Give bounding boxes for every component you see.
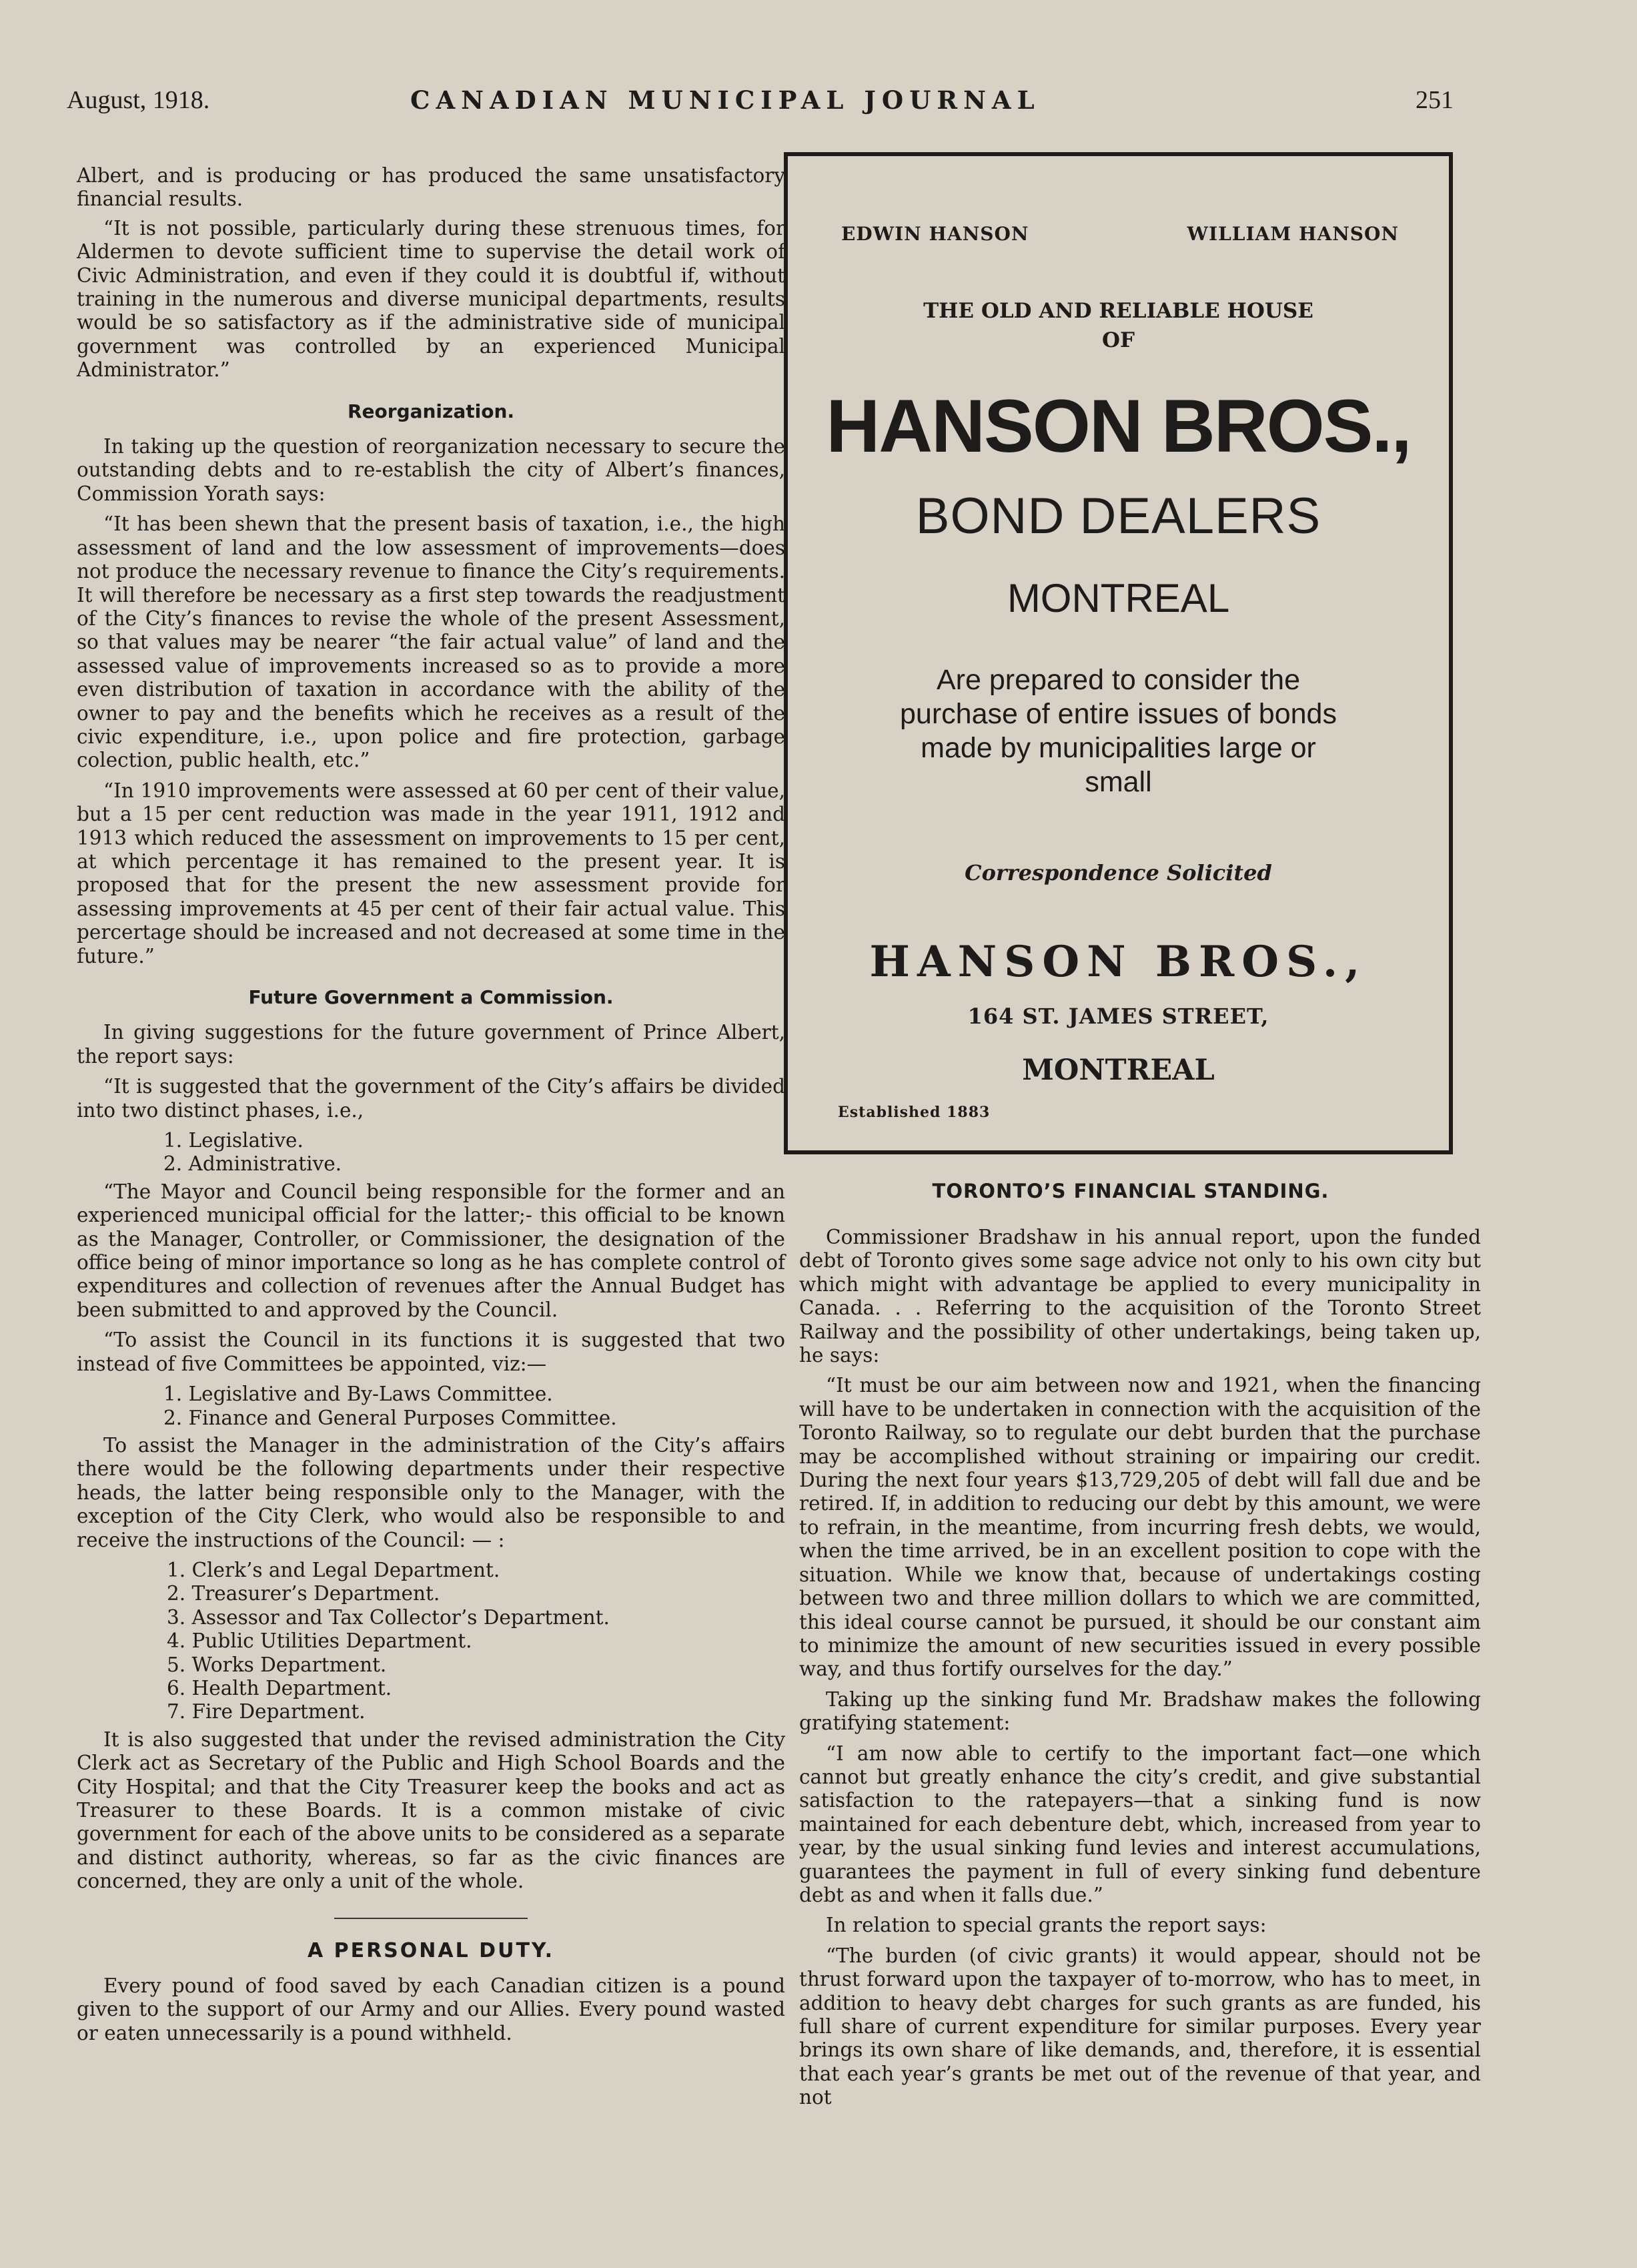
list-item: 1. Clerk’s and Legal Department. — [167, 1558, 500, 1581]
reorganization-paragraph-3: “In 1910 improvements were assessed at 60 per cent of their value, but a 15 per cent reduction was made in the year 1911, 1912 and 1913 which reduced the assessment on improvements to 15 per cent, at which percentage it has remained to the present year. It is proposed that for the present the new assessment provide for assessing improvements at 45 per cent of their fair actual value. This percertage should be increased and not decreased at some time in the future.” — [77, 779, 785, 968]
ad-tagline-line-1: THE OLD AND RELIABLE HOUSE — [923, 299, 1313, 323]
issue-date: August, 1918. — [67, 86, 210, 114]
list-item: 2. Treasurer’s Department. — [167, 1582, 440, 1605]
future-paragraph-4: “To assist the Council in its functions it is suggested that two instead of five Committees be appointed, viz:— — [77, 1329, 785, 1375]
list-item: 1. Legislative and By-Laws Committee. — [163, 1383, 553, 1406]
ad-city-2: MONTREAL — [1022, 1054, 1215, 1087]
toronto-paragraph-6: “The burden (of civic grants) it would appear, should not be thrust forward upon the taxpayer of to-morrow, who has to meet, in addition to heavy debt charges for such grants as are funded, his full share of current expenditure for similar purposes. Every year brings its own share of like demands, and, therefore, it is essential that each year’s grants be met out of the revenue of that year, and not — [799, 1944, 1481, 2109]
toronto-heading: TORONTO’S FINANCIAL STANDING. — [932, 1180, 1329, 1202]
section-divider — [334, 1918, 528, 1919]
reorganization-heading: Reorganization. — [347, 400, 515, 422]
ad-street-address: 164 ST. JAMES STREET, — [967, 1004, 1269, 1029]
ad-city: MONTREAL — [1007, 576, 1230, 621]
phases-list — [77, 1129, 785, 1176]
list-item: 1. Legislative. — [163, 1129, 304, 1152]
hanson-bros-advertisement — [784, 152, 1453, 1154]
administrator-quote: “It is not possible, particularly during these strenuous times, for Aldermen to devote sufficient time to supervise the detail work of Civic Administration, and even if they could it is doubtful if, without training in the numerous and diverse municipal departments, results would be so satisfactory as if the administrative side of municipal government was controlled by an experienced Municipal Administrator.” — [77, 216, 785, 382]
toronto-paragraph-3: Taking up the sinking fund Mr. Bradshaw makes the following gratifying statement: — [799, 1687, 1481, 1735]
toronto-paragraph-1: Commissioner Bradshaw in his annual report, upon the funded debt of Toronto gives some sage advice not only to his own city but which might with advantage be applied to every municipality in Canada. . . Referring to the acquisition of the Toronto Street Railway and the possibility of other undertakings, being taken up, he says: — [799, 1226, 1481, 1367]
future-paragraph-6: It is also suggested that under the revised administration the City Clerk act as Secretary of the Public and High School Boards and the City Hospital; and that the City Treasurer keep the books and act as Treasurer to these Boards. It is a common mistake of civic government for each of the above units to be considered as a separate and distinct authority, whereas, so far as the civic finances are concerned, they are only a unit of the whole. — [77, 1728, 785, 1893]
personal-duty-paragraph: Every pound of food saved by each Canadian citizen is a pound given to the support of our Army and our Allies. Every pound wasted or eaten unnecessarily is a pound withheld. — [77, 1974, 785, 2044]
list-item: 7. Fire Department. — [167, 1700, 366, 1724]
departments-list — [77, 1559, 785, 1724]
ad-company-name: HANSON BROS., — [826, 384, 1411, 468]
ad-business-type: BOND DEALERS — [915, 488, 1321, 544]
ad-name-right: WILLIAM HANSON — [1187, 223, 1399, 245]
future-paragraph-5: To assist the Manager in the administration of the City’s affairs there would be the following departments under their respective heads, the latter being responsible only to the Manager, with the exception of the City Clerk, who would also be responsible to and receive the instructions of the Council: — : — [77, 1433, 785, 1551]
future-paragraph-2: “It is suggested that the government of the City’s affairs be divided into two distinct phases, i.e., — [77, 1075, 785, 1122]
toronto-paragraph-2: “It must be our aim between now and 1921, when the financing will have to be undertaken in connection with the acquisition of the Toronto Railway, so to regulate our debt burden that the purchase may be accomplished without straining or impairing our credit. During the next four years $13,729,205 of debt will fall due and be retired. If, in addition to reducing our debt by this amount, we were to refrain, in the meantime, from incurring fresh debts, we would, when the time arrived, be in an excellent position to cope with the situation. While we know that, because of undertakings costing between two and three million dollars to which we are committed, this ideal course cannot be pursued, it should be our constant aim to minimize the amount of new securities issued in every possible way, and thus fortify ourselves for the day.” — [799, 1374, 1481, 1681]
page-number: 251 — [1416, 86, 1454, 114]
future-paragraph-3: “The Mayor and Council being responsible for the former and an experienced municipal official for the latter;- this official to be known as the Manager, Controller, or Commissioner, the designation of the office being of minor importance so long as he has complete control of expenditures and collection of revenues after the Annual Budget has been submitted to and approved by the Council. — [77, 1180, 785, 1321]
future-paragraph-1: In giving suggestions for the future government of Prince Albert, the report says: — [77, 1021, 785, 1068]
journal-title: CANADIAN MUNICIPAL JOURNAL — [410, 85, 1041, 115]
toronto-paragraph-4: “I am now able to certify to the important fact—one which cannot but greatly enhance the city’s credit, and give substantial satisfaction to the ratepayers—that a sinking fund is now maintained for each debenture debt, which, increased from year to year, by the usual sinking fund levies and interest accumulations, guarantees the payment in full of every sinking fund debenture debt as and when it falls due.” — [799, 1742, 1481, 1906]
reorganization-paragraph-2: “It has been shewn that the present basis of taxation, i.e., the high assessment of land and the low assessment of improvements—does not produce the necessary revenue to finance the City’s requirements. It will therefore be necessary as a first step towards the readjustment of the City’s finances to revise the whole of the present Assessment, so that values may be nearer “the fair actual value” of land and the assessed value of improvements increased so as to provide a more even distribution of taxation in accordance with the ability of the owner to pay and the benefits which he receives as a result of the civic expenditure, i.e., upon police and fire protection, garbage colection, public health, etc.” — [77, 512, 785, 772]
left-column — [77, 164, 785, 2052]
ad-tagline — [788, 296, 1449, 355]
committees-list — [77, 1383, 785, 1430]
intro-paragraph: Albert, and is producing or has produced the same unsatisfactory financial results. — [77, 164, 785, 211]
ad-correspondence: Correspondence Solicited — [965, 860, 1272, 885]
list-item: 4. Public Utilities Department. — [167, 1629, 472, 1653]
list-item: 3. Assessor and Tax Collector’s Department. — [167, 1605, 610, 1629]
future-government-heading: Future Government a Commission. — [248, 986, 614, 1008]
ad-description: Are prepared to consider the purchase of entire issues of bonds made by municipalities large or small — [900, 664, 1337, 798]
right-column — [799, 1226, 1481, 2117]
list-item: 2. Administrative. — [163, 1152, 342, 1176]
list-item: 6. Health Department. — [167, 1676, 392, 1699]
toronto-paragraph-5: In relation to special grants the report says: — [826, 1914, 1267, 1937]
ad-company-name-2: HANSON BROS., — [869, 937, 1368, 987]
reorganization-paragraph-1: In taking up the question of reorganization necessary to secure the outstanding debts and to re-establish the city of Albert’s finances, Commission Yorath says: — [77, 435, 785, 505]
list-item: 2. Finance and General Purposes Committee. — [163, 1406, 617, 1429]
ad-established: Established 1883 — [838, 1104, 991, 1121]
ad-name-left: EDWIN HANSON — [841, 223, 1029, 245]
ad-tagline-line-2: OF — [1101, 328, 1135, 352]
personal-duty-heading: A PERSONAL DUTY. — [307, 1938, 555, 1962]
list-item: 5. Works Department. — [167, 1653, 387, 1676]
